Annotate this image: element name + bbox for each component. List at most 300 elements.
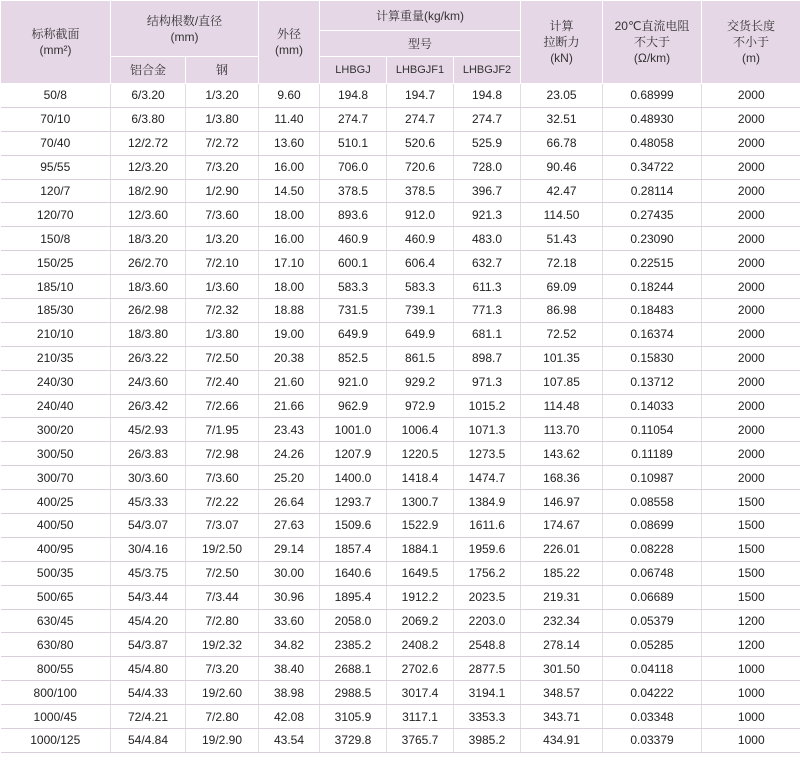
cell-weight-lhbgjf1: 861.5 — [387, 346, 454, 370]
cell-steel: 19/2.60 — [186, 681, 259, 705]
cell-resistance: 0.04222 — [603, 681, 702, 705]
table-row — [1, 322, 800, 346]
cell-section: 240/40 — [1, 394, 111, 418]
cell-length: 2000 — [702, 346, 800, 370]
cell-weight-lhbgjf2: 1015.2 — [454, 394, 521, 418]
cell-steel: 7/3.20 — [186, 657, 259, 681]
cell-aluminum: 18/3.60 — [111, 275, 186, 299]
cell-aluminum: 30/4.16 — [111, 537, 186, 561]
cell-aluminum: 26/3.83 — [111, 442, 186, 466]
cell-weight-lhbgj: 194.8 — [320, 84, 387, 108]
table-row — [1, 490, 800, 514]
cell-steel: 19/2.50 — [186, 537, 259, 561]
cell-aluminum: 26/3.22 — [111, 346, 186, 370]
table-row — [1, 299, 800, 323]
cell-breaking-force: 232.34 — [521, 609, 603, 633]
cell-length: 2000 — [702, 131, 800, 155]
cell-steel: 7/2.80 — [186, 705, 259, 729]
header-breaking-force-line2: 拉断力 — [543, 35, 580, 49]
cell-steel: 1/3.20 — [186, 84, 259, 108]
header-length — [702, 1, 800, 84]
cell-weight-lhbgj: 460.9 — [320, 227, 387, 251]
cell-weight-lhbgj: 893.6 — [320, 203, 387, 227]
cell-section: 800/55 — [1, 657, 111, 681]
cell-weight-lhbgjf1: 739.1 — [387, 299, 454, 323]
cell-resistance: 0.18483 — [603, 299, 702, 323]
cell-aluminum: 18/2.90 — [111, 179, 186, 203]
header-outer-diameter — [259, 1, 320, 84]
cell-weight-lhbgjf1: 3117.1 — [387, 705, 454, 729]
cell-resistance: 0.08699 — [603, 514, 702, 538]
cell-breaking-force: 174.67 — [521, 514, 603, 538]
cell-resistance: 0.15830 — [603, 346, 702, 370]
cell-weight-lhbgjf1: 2408.2 — [387, 633, 454, 657]
cell-length: 1500 — [702, 537, 800, 561]
cell-length: 2000 — [702, 418, 800, 442]
cell-weight-lhbgjf1: 1006.4 — [387, 418, 454, 442]
cell-aluminum: 54/4.33 — [111, 681, 186, 705]
cell-weight-lhbgjf1: 194.7 — [387, 84, 454, 108]
cell-weight-lhbgj: 1400.0 — [320, 466, 387, 490]
cell-weight-lhbgjf1: 972.9 — [387, 394, 454, 418]
header-breaking-force — [521, 1, 603, 84]
cell-weight-lhbgjf2: 611.3 — [454, 275, 521, 299]
table-row — [1, 275, 800, 299]
cell-aluminum: 30/3.60 — [111, 466, 186, 490]
cell-length: 2000 — [702, 394, 800, 418]
cell-breaking-force: 301.50 — [521, 657, 603, 681]
cell-length: 2000 — [702, 466, 800, 490]
cell-section: 400/95 — [1, 537, 111, 561]
cell-aluminum: 54/3.07 — [111, 514, 186, 538]
cell-section: 150/8 — [1, 227, 111, 251]
cell-breaking-force: 90.46 — [521, 155, 603, 179]
cell-weight-lhbgjf1: 378.5 — [387, 179, 454, 203]
cell-weight-lhbgjf1: 2702.6 — [387, 657, 454, 681]
cell-weight-lhbgjf2: 3985.2 — [454, 729, 521, 753]
cell-section: 70/10 — [1, 107, 111, 131]
cell-outer-diameter: 19.00 — [259, 322, 320, 346]
cell-steel: 7/1.95 — [186, 418, 259, 442]
table-body — [1, 84, 800, 753]
cell-steel: 19/2.32 — [186, 633, 259, 657]
cell-outer-diameter: 30.96 — [259, 585, 320, 609]
cell-outer-diameter: 38.98 — [259, 681, 320, 705]
cell-resistance: 0.06748 — [603, 561, 702, 585]
cell-aluminum: 72/4.21 — [111, 705, 186, 729]
table-row — [1, 203, 800, 227]
cell-weight-lhbgjf1: 649.9 — [387, 322, 454, 346]
table-row — [1, 370, 800, 394]
table-row — [1, 131, 800, 155]
header-breaking-force-line1: 计算 — [549, 19, 574, 33]
cell-steel: 7/2.50 — [186, 346, 259, 370]
cell-section: 240/30 — [1, 370, 111, 394]
cell-outer-diameter: 9.60 — [259, 84, 320, 108]
cell-outer-diameter: 33.60 — [259, 609, 320, 633]
cell-weight-lhbgj: 1857.4 — [320, 537, 387, 561]
cell-resistance: 0.10987 — [603, 466, 702, 490]
cell-steel: 7/2.50 — [186, 561, 259, 585]
cell-weight-lhbgj: 1895.4 — [320, 585, 387, 609]
cell-weight-lhbgj: 1509.6 — [320, 514, 387, 538]
cell-weight-lhbgj: 852.5 — [320, 346, 387, 370]
cell-aluminum: 26/2.70 — [111, 251, 186, 275]
cell-length: 2000 — [702, 179, 800, 203]
cell-weight-lhbgjf1: 460.9 — [387, 227, 454, 251]
cell-section: 630/80 — [1, 633, 111, 657]
cell-weight-lhbgjf1: 606.4 — [387, 251, 454, 275]
cell-weight-lhbgjf1: 274.7 — [387, 107, 454, 131]
cell-breaking-force: 114.50 — [521, 203, 603, 227]
cell-section: 150/25 — [1, 251, 111, 275]
cell-section: 1000/125 — [1, 729, 111, 753]
cell-steel: 19/2.90 — [186, 729, 259, 753]
cell-weight-lhbgj: 2988.5 — [320, 681, 387, 705]
cell-weight-lhbgj: 274.7 — [320, 107, 387, 131]
table-row — [1, 537, 800, 561]
cell-weight-lhbgj: 962.9 — [320, 394, 387, 418]
table-row — [1, 585, 800, 609]
cell-weight-lhbgjf2: 898.7 — [454, 346, 521, 370]
cell-steel: 7/2.66 — [186, 394, 259, 418]
cell-section: 185/30 — [1, 299, 111, 323]
cell-aluminum: 54/4.84 — [111, 729, 186, 753]
header-outer-diameter-unit: (mm) — [275, 43, 303, 57]
cell-outer-diameter: 17.10 — [259, 251, 320, 275]
cell-aluminum: 45/3.33 — [111, 490, 186, 514]
cell-weight-lhbgjf1: 1649.5 — [387, 561, 454, 585]
cell-weight-lhbgj: 2385.2 — [320, 633, 387, 657]
cell-weight-lhbgj: 1293.7 — [320, 490, 387, 514]
cell-aluminum: 26/2.98 — [111, 299, 186, 323]
table-row — [1, 609, 800, 633]
table-row — [1, 155, 800, 179]
table-row — [1, 418, 800, 442]
cell-length: 1000 — [702, 681, 800, 705]
cell-breaking-force: 86.98 — [521, 299, 603, 323]
cell-section: 95/55 — [1, 155, 111, 179]
header-section — [1, 1, 111, 84]
cell-weight-lhbgjf2: 3353.3 — [454, 705, 521, 729]
cell-weight-lhbgj: 706.0 — [320, 155, 387, 179]
cell-length: 1500 — [702, 514, 800, 538]
cell-aluminum: 45/4.20 — [111, 609, 186, 633]
cell-length: 1000 — [702, 705, 800, 729]
cell-weight-lhbgjf1: 720.6 — [387, 155, 454, 179]
cell-length: 2000 — [702, 370, 800, 394]
cell-length: 2000 — [702, 442, 800, 466]
cell-resistance: 0.05285 — [603, 633, 702, 657]
cell-weight-lhbgjf2: 1384.9 — [454, 490, 521, 514]
cell-weight-lhbgjf2: 1273.5 — [454, 442, 521, 466]
cell-weight-lhbgj: 649.9 — [320, 322, 387, 346]
cell-steel: 1/3.80 — [186, 107, 259, 131]
cell-length: 2000 — [702, 299, 800, 323]
cell-section: 500/35 — [1, 561, 111, 585]
cell-section: 300/20 — [1, 418, 111, 442]
cell-length: 2000 — [702, 227, 800, 251]
cell-section: 70/40 — [1, 131, 111, 155]
cell-breaking-force: 66.78 — [521, 131, 603, 155]
cell-aluminum: 12/3.20 — [111, 155, 186, 179]
cell-aluminum: 26/3.42 — [111, 394, 186, 418]
table-row — [1, 442, 800, 466]
cell-outer-diameter: 21.66 — [259, 394, 320, 418]
cell-resistance: 0.34722 — [603, 155, 702, 179]
cell-outer-diameter: 24.26 — [259, 442, 320, 466]
table-row — [1, 561, 800, 585]
cell-length: 1000 — [702, 657, 800, 681]
cell-resistance: 0.11189 — [603, 442, 702, 466]
cell-breaking-force: 434.91 — [521, 729, 603, 753]
header-model-2: LHBGJF1 — [387, 57, 454, 84]
cell-section: 300/50 — [1, 442, 111, 466]
header-structure — [111, 1, 259, 57]
cell-breaking-force: 107.85 — [521, 370, 603, 394]
cell-steel: 7/2.80 — [186, 609, 259, 633]
cell-weight-lhbgjf2: 483.0 — [454, 227, 521, 251]
cell-weight-lhbgjf2: 681.1 — [454, 322, 521, 346]
cell-weight-lhbgjf1: 1884.1 — [387, 537, 454, 561]
cell-resistance: 0.48930 — [603, 107, 702, 131]
cell-breaking-force: 278.14 — [521, 633, 603, 657]
cell-resistance: 0.05379 — [603, 609, 702, 633]
cell-breaking-force: 185.22 — [521, 561, 603, 585]
cell-breaking-force: 146.97 — [521, 490, 603, 514]
cell-weight-lhbgjf1: 1220.5 — [387, 442, 454, 466]
cell-length: 2000 — [702, 107, 800, 131]
cell-resistance: 0.11054 — [603, 418, 702, 442]
cell-weight-lhbgj: 1207.9 — [320, 442, 387, 466]
cell-breaking-force: 114.48 — [521, 394, 603, 418]
header-resistance-line1: 20℃直流电阻 — [614, 19, 690, 33]
cell-outer-diameter: 30.00 — [259, 561, 320, 585]
cell-weight-lhbgjf2: 771.3 — [454, 299, 521, 323]
cell-weight-lhbgj: 2058.0 — [320, 609, 387, 633]
cell-weight-lhbgjf1: 2069.2 — [387, 609, 454, 633]
cell-breaking-force: 348.57 — [521, 681, 603, 705]
cell-aluminum: 6/3.20 — [111, 84, 186, 108]
header-steel: 钢 — [186, 57, 259, 84]
header-model-1: LHBGJ — [320, 57, 387, 84]
cell-breaking-force: 101.35 — [521, 346, 603, 370]
cell-resistance: 0.48058 — [603, 131, 702, 155]
table-row — [1, 84, 800, 108]
cell-weight-lhbgjf2: 921.3 — [454, 203, 521, 227]
cell-resistance: 0.03348 — [603, 705, 702, 729]
cell-weight-lhbgjf1: 1522.9 — [387, 514, 454, 538]
cell-breaking-force: 72.18 — [521, 251, 603, 275]
cell-resistance: 0.23090 — [603, 227, 702, 251]
cell-length: 2000 — [702, 275, 800, 299]
header-length-line2: 不小于 — [733, 35, 770, 49]
cell-breaking-force: 32.51 — [521, 107, 603, 131]
cell-breaking-force: 143.62 — [521, 442, 603, 466]
cell-resistance: 0.06689 — [603, 585, 702, 609]
cell-outer-diameter: 26.64 — [259, 490, 320, 514]
table-row — [1, 227, 800, 251]
cell-section: 210/35 — [1, 346, 111, 370]
header-resistance-line2: 不大于 — [634, 35, 671, 49]
cell-aluminum: 18/3.20 — [111, 227, 186, 251]
cell-aluminum: 12/3.60 — [111, 203, 186, 227]
cell-weight-lhbgj: 1640.6 — [320, 561, 387, 585]
cell-length: 2000 — [702, 84, 800, 108]
cell-length: 2000 — [702, 251, 800, 275]
cell-section: 1000/45 — [1, 705, 111, 729]
cell-aluminum: 45/4.80 — [111, 657, 186, 681]
header-model: 型号 — [320, 31, 521, 57]
cell-steel: 7/3.44 — [186, 585, 259, 609]
cell-outer-diameter: 25.20 — [259, 466, 320, 490]
cell-weight-lhbgjf2: 1756.2 — [454, 561, 521, 585]
cell-outer-diameter: 42.08 — [259, 705, 320, 729]
cell-steel: 7/2.10 — [186, 251, 259, 275]
cell-weight-lhbgjf2: 3194.1 — [454, 681, 521, 705]
cell-breaking-force: 219.31 — [521, 585, 603, 609]
cell-section: 630/45 — [1, 609, 111, 633]
cell-length: 2000 — [702, 322, 800, 346]
cell-weight-lhbgjf2: 632.7 — [454, 251, 521, 275]
cell-length: 1200 — [702, 633, 800, 657]
cell-aluminum: 18/3.80 — [111, 322, 186, 346]
cell-steel: 1/3.80 — [186, 322, 259, 346]
cell-resistance: 0.16374 — [603, 322, 702, 346]
cell-aluminum: 45/3.75 — [111, 561, 186, 585]
cell-length: 1000 — [702, 729, 800, 753]
cell-weight-lhbgj: 583.3 — [320, 275, 387, 299]
cell-weight-lhbgjf1: 929.2 — [387, 370, 454, 394]
cell-resistance: 0.08228 — [603, 537, 702, 561]
cell-resistance: 0.22515 — [603, 251, 702, 275]
cell-length: 1500 — [702, 585, 800, 609]
cell-weight-lhbgj: 1001.0 — [320, 418, 387, 442]
cell-weight-lhbgjf1: 1912.2 — [387, 585, 454, 609]
header-structure-unit: (mm) — [170, 29, 199, 44]
cell-outer-diameter: 34.82 — [259, 633, 320, 657]
cell-weight-lhbgj: 600.1 — [320, 251, 387, 275]
cell-section: 500/65 — [1, 585, 111, 609]
cell-outer-diameter: 18.00 — [259, 203, 320, 227]
cell-weight-lhbgj: 731.5 — [320, 299, 387, 323]
cell-outer-diameter: 16.00 — [259, 155, 320, 179]
cell-weight-lhbgj: 3105.9 — [320, 705, 387, 729]
cell-outer-diameter: 13.60 — [259, 131, 320, 155]
cell-aluminum: 54/3.87 — [111, 633, 186, 657]
cell-resistance: 0.13712 — [603, 370, 702, 394]
cell-breaking-force: 42.47 — [521, 179, 603, 203]
cell-length: 1500 — [702, 561, 800, 585]
cell-outer-diameter: 11.40 — [259, 107, 320, 131]
table-row — [1, 514, 800, 538]
cell-weight-lhbgjf1: 1300.7 — [387, 490, 454, 514]
cell-section: 50/8 — [1, 84, 111, 108]
cell-outer-diameter: 20.38 — [259, 346, 320, 370]
cell-weight-lhbgj: 510.1 — [320, 131, 387, 155]
cell-weight-lhbgjf2: 1611.6 — [454, 514, 521, 538]
cell-length: 1500 — [702, 490, 800, 514]
cell-steel: 7/2.22 — [186, 490, 259, 514]
cell-weight-lhbgj: 2688.1 — [320, 657, 387, 681]
header-structure-label: 结构根数/直径 — [146, 13, 223, 28]
header-length-unit: (m) — [742, 51, 761, 65]
header-weight: 计算重量(kg/km) — [320, 1, 521, 31]
cell-outer-diameter: 38.40 — [259, 657, 320, 681]
cell-steel: 7/3.20 — [186, 155, 259, 179]
cell-aluminum: 24/3.60 — [111, 370, 186, 394]
header-breaking-force-unit: (kN) — [550, 51, 573, 65]
cell-section: 800/100 — [1, 681, 111, 705]
cell-weight-lhbgjf2: 2023.5 — [454, 585, 521, 609]
header-resistance-unit: (Ω/km) — [633, 51, 671, 65]
cell-outer-diameter: 14.50 — [259, 179, 320, 203]
cell-outer-diameter: 18.00 — [259, 275, 320, 299]
cell-steel: 1/3.60 — [186, 275, 259, 299]
cell-section: 120/7 — [1, 179, 111, 203]
cell-section: 185/10 — [1, 275, 111, 299]
cell-outer-diameter: 16.00 — [259, 227, 320, 251]
table-row — [1, 633, 800, 657]
cell-section: 210/10 — [1, 322, 111, 346]
cell-section: 300/70 — [1, 466, 111, 490]
cell-steel: 7/3.60 — [186, 203, 259, 227]
header-outer-diameter-label: 外径 — [276, 27, 301, 41]
cell-weight-lhbgjf1: 583.3 — [387, 275, 454, 299]
header-model-3: LHBGJF2 — [454, 57, 521, 84]
cell-weight-lhbgj: 378.5 — [320, 179, 387, 203]
table-row — [1, 107, 800, 131]
cell-resistance: 0.14033 — [603, 394, 702, 418]
cell-resistance: 0.28114 — [603, 179, 702, 203]
cell-length: 1200 — [702, 609, 800, 633]
table-row — [1, 394, 800, 418]
cell-resistance: 0.27435 — [603, 203, 702, 227]
cell-breaking-force: 72.52 — [521, 322, 603, 346]
header-resistance — [603, 1, 702, 84]
header-section-unit: (mm²) — [39, 43, 72, 57]
cell-weight-lhbgjf1: 912.0 — [387, 203, 454, 227]
cell-breaking-force: 69.09 — [521, 275, 603, 299]
header-aluminum: 铝合金 — [111, 57, 186, 84]
cell-weight-lhbgjf2: 1071.3 — [454, 418, 521, 442]
cell-aluminum: 6/3.80 — [111, 107, 186, 131]
cell-resistance: 0.68999 — [603, 84, 702, 108]
cell-outer-diameter: 43.54 — [259, 729, 320, 753]
cell-breaking-force: 168.36 — [521, 466, 603, 490]
cell-breaking-force: 343.71 — [521, 705, 603, 729]
cell-weight-lhbgjf1: 520.6 — [387, 131, 454, 155]
table-header — [1, 1, 800, 84]
cell-steel: 7/2.32 — [186, 299, 259, 323]
cell-weight-lhbgjf2: 274.7 — [454, 107, 521, 131]
cell-weight-lhbgjf1: 1418.4 — [387, 466, 454, 490]
cell-weight-lhbgjf2: 2877.5 — [454, 657, 521, 681]
cell-length: 2000 — [702, 203, 800, 227]
cell-breaking-force: 23.05 — [521, 84, 603, 108]
cell-weight-lhbgjf2: 971.3 — [454, 370, 521, 394]
cell-aluminum: 45/2.93 — [111, 418, 186, 442]
table-row — [1, 729, 800, 753]
cell-steel: 7/2.40 — [186, 370, 259, 394]
table-row — [1, 466, 800, 490]
cell-resistance: 0.03379 — [603, 729, 702, 753]
cell-weight-lhbgj: 3729.8 — [320, 729, 387, 753]
cell-outer-diameter: 27.63 — [259, 514, 320, 538]
cell-resistance: 0.08558 — [603, 490, 702, 514]
cell-weight-lhbgjf2: 396.7 — [454, 179, 521, 203]
header-section-label: 标称截面 — [31, 27, 80, 41]
